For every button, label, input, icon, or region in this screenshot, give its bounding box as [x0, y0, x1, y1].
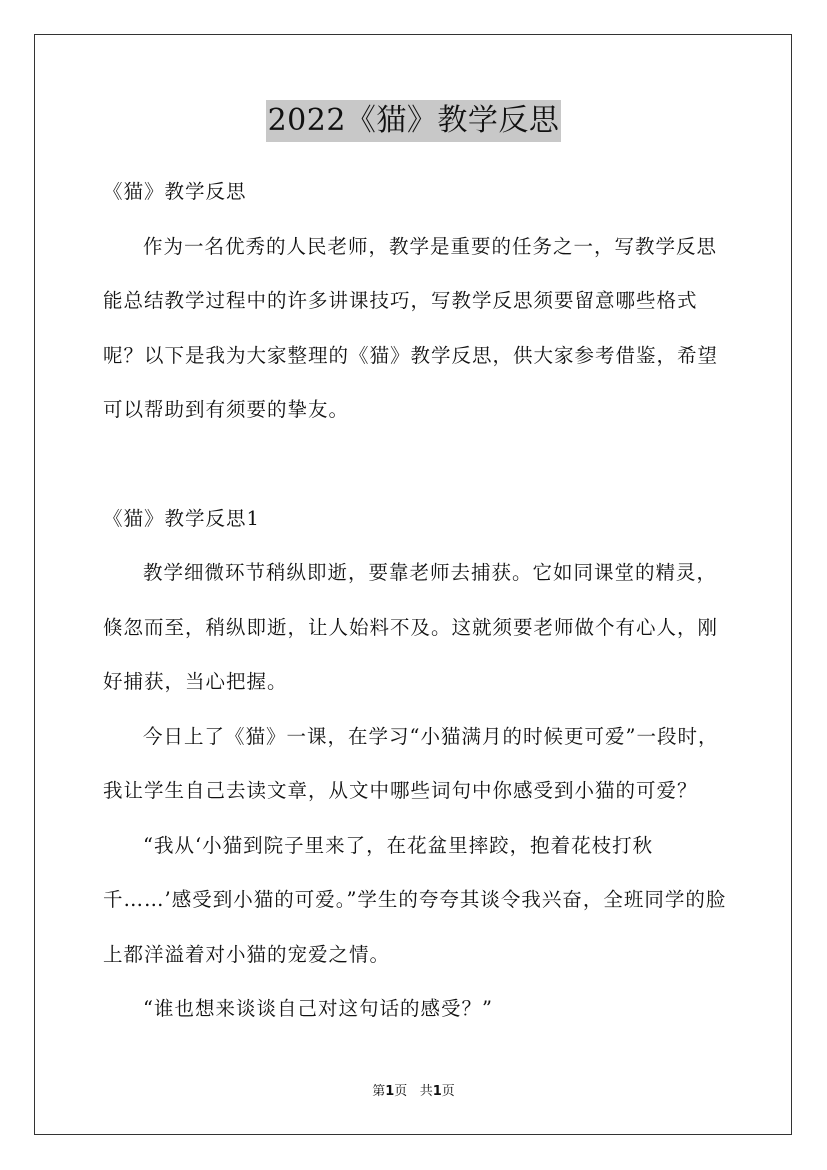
footer-total-pages: 1: [432, 1084, 442, 1099]
section1-paragraph-1: 教学细微环节稍纵即逝，要靠老师去捕获。它如同课堂的精灵，倏忽而至，稍纵即逝，让人始料不及。这就须要老师做个有心人，刚好捕获，当心把握。: [103, 561, 719, 693]
intro-paragraph: 作为一名优秀的人民老师，教学是重要的任务之一，写教学反思能总结教学过程中的许多讲课技巧，写教学反思须要留意哪些格式呢？以下是我为大家整理的《猫》教学反思，供大家参考借鉴，希望可以帮助到有须要的挚友。: [103, 234, 719, 421]
footer-page-suffix: 页: [394, 1084, 408, 1099]
footer-page-number: 1: [385, 1084, 395, 1099]
document-body: [103, 165, 733, 1037]
section1-paragraph-4: “谁也想来谈谈自己对这句话的感受？”: [143, 997, 493, 1020]
document-title: 2022《猫》教学反思: [266, 100, 562, 142]
intro-heading: 《猫》教学反思: [103, 180, 247, 203]
title-container: [0, 100, 827, 142]
page-footer: [0, 1083, 827, 1101]
section-gap: [103, 438, 733, 492]
section1-paragraph-3: “我从‘小猫到院子里来了，在花盆里摔跤，抱着花枝打秋千……’感受到小猫的可爱。”学生的夸夸其谈令我兴奋，全班同学的脸上都洋溢着对小猫的宠爱之情。: [103, 833, 727, 966]
footer-total-suffix: 页: [441, 1084, 455, 1099]
footer-page-prefix: 第: [372, 1084, 386, 1099]
section1-paragraph-2: 今日上了《猫》一课，在学习“小猫满月的时候更可爱”一段时，我让学生自己去读文章，从文中哪些词句中你感受到小猫的可爱？: [103, 724, 719, 802]
section1-heading: 《猫》教学反思1: [103, 506, 260, 530]
footer-total-prefix: 共: [419, 1084, 433, 1099]
